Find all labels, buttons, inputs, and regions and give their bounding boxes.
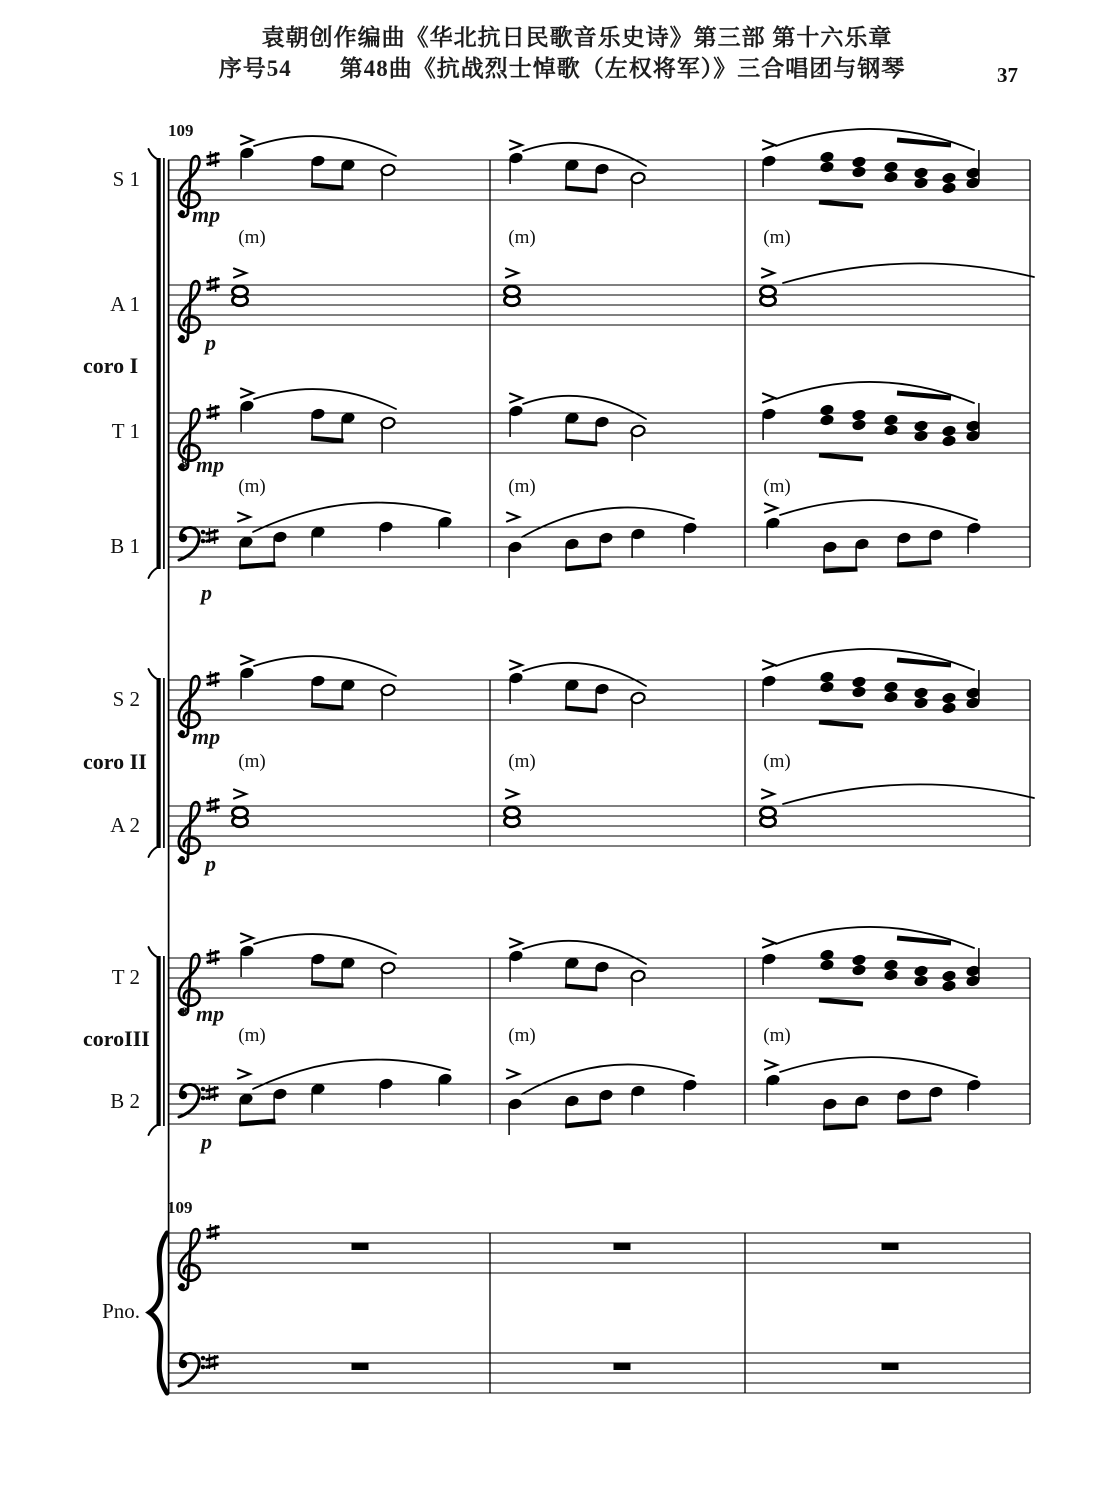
breath-mark: (m): [238, 1025, 266, 1046]
title-line-1: 袁朝创作编曲《华北抗日民歌音乐史诗》第三部 第十六乐章: [261, 25, 893, 50]
group-label-coro2: coro II: [83, 749, 147, 774]
dynamic-p-b2: p: [201, 1129, 212, 1154]
staff-label-t2: T 2: [111, 965, 140, 989]
staff-label-b1: B 1: [110, 534, 140, 558]
breath-mark: (m): [763, 1025, 791, 1046]
breath-mark: (m): [763, 227, 791, 248]
breath-mark: (m): [508, 476, 536, 497]
tenor-clef-8-t1: 8: [181, 455, 188, 470]
breath-mark: (m): [238, 751, 266, 772]
page-number: 37: [997, 63, 1018, 87]
dynamic-p-a2: p: [205, 851, 216, 876]
staff-label-b2: B 2: [110, 1089, 140, 1113]
staff-label-pno: Pno.: [102, 1299, 140, 1323]
dynamic-mp-s1: mp: [192, 202, 221, 227]
tenor-clef-8-t2: 8: [181, 1004, 188, 1019]
measure-number-109-piano: 109: [167, 1198, 193, 1217]
breath-mark: (m): [508, 751, 536, 772]
dynamic-mp-s2: mp: [192, 724, 221, 749]
dynamic-p-a1: p: [205, 330, 216, 355]
staff-label-s2: S 2: [112, 687, 140, 711]
breath-mark: (m): [238, 476, 266, 497]
breath-mark: (m): [508, 227, 536, 248]
dynamic-mp-t2: mp: [196, 1001, 225, 1026]
group-label-coro3: coroIII: [83, 1026, 150, 1051]
staff-label-a1: A 1: [110, 292, 140, 316]
staff-label-a2: A 2: [110, 813, 140, 837]
breath-mark: (m): [238, 227, 266, 248]
breath-mark: (m): [763, 751, 791, 772]
breath-mark: (m): [508, 1025, 536, 1046]
measure-number-109-top: 109: [168, 121, 194, 140]
staff-label-t1: T 1: [111, 419, 140, 443]
title-line-2: 序号54 第48曲《抗战烈士悼歌（左权将军）》三合唱团与钢琴: [218, 56, 906, 81]
breath-mark: (m): [763, 476, 791, 497]
dynamic-mp-t1: mp: [196, 452, 225, 477]
staff-label-s1: S 1: [112, 167, 140, 191]
dynamic-p-b1: p: [201, 580, 212, 605]
group-label-coro1: coro I: [83, 353, 139, 378]
